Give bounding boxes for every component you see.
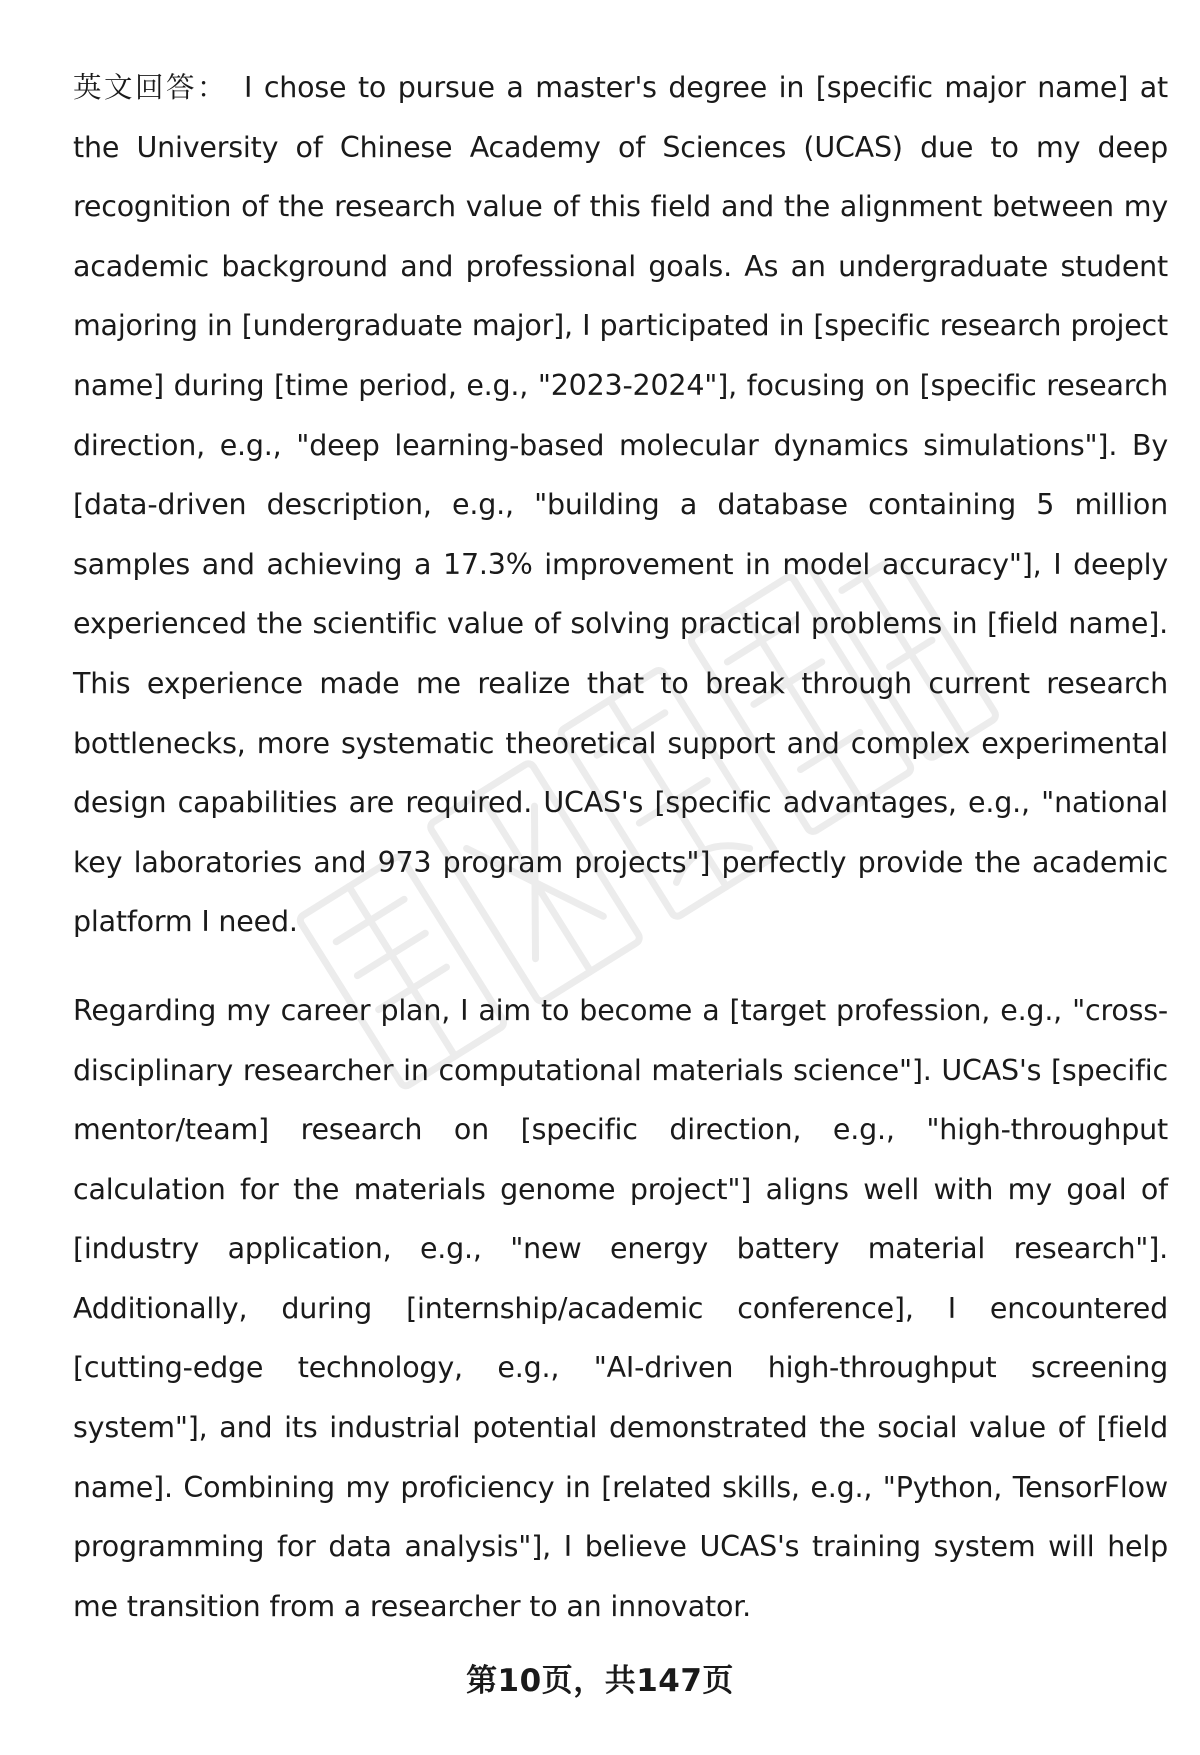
- page-number: 第10页，共147页: [466, 1663, 734, 1699]
- paragraph-1-text: I chose to pursue a master's degree in [specific major name] at the University of Chinese Academy of Sciences (UCAS) due to my deep recognition of the research value of this field and the alignment between my academic background and professional goals. As an undergraduate student majoring in [undergraduate major], I participated in [specific research project name] during [time period, e.g., "2023-2024"], focusing on [specific research direction, e.g., "deep learning-based molecular dynamics simulations"]. By [data-driven description, e.g., "building a database containing 5 million samples and achieving a 17.3% improvement in model accuracy"], I deeply experienced the scientific value of solving practical problems in [field name]. This experience made me realize that to break through current research bottlenecks, more systematic theoretical support and complex experimental design capabilities are required. UCAS's [specific advantages, e.g., "national key laboratories and 973 program projects"] perfectly provide the academic platform I need.: [73, 71, 1168, 939]
- paragraph-1: [73, 58, 1168, 952]
- document-body: [73, 58, 1168, 1636]
- paragraph-2: Regarding my career plan, I aim to become a [target profession, e.g., "cross-disciplinary researcher in computational materials science"]. UCAS's [specific mentor/team] research on [specific direction, e.g., "high-throughput calculation for the materials genome project"] aligns well with my goal of [industry application, e.g., "new energy battery material research"]. Additionally, during [internship/academic conference], I encountered [cutting-edge technology, e.g., "AI-driven high-throughput screening system"], and its industrial potential demonstrated the social value of [field name]. Combining my proficiency in [related skills, e.g., "Python, TensorFlow programming for data analysis"], I believe UCAS's training system will help me transition from a researcher to an innovator.: [73, 993, 1168, 1623]
- answer-label: 英文回答：: [73, 71, 229, 104]
